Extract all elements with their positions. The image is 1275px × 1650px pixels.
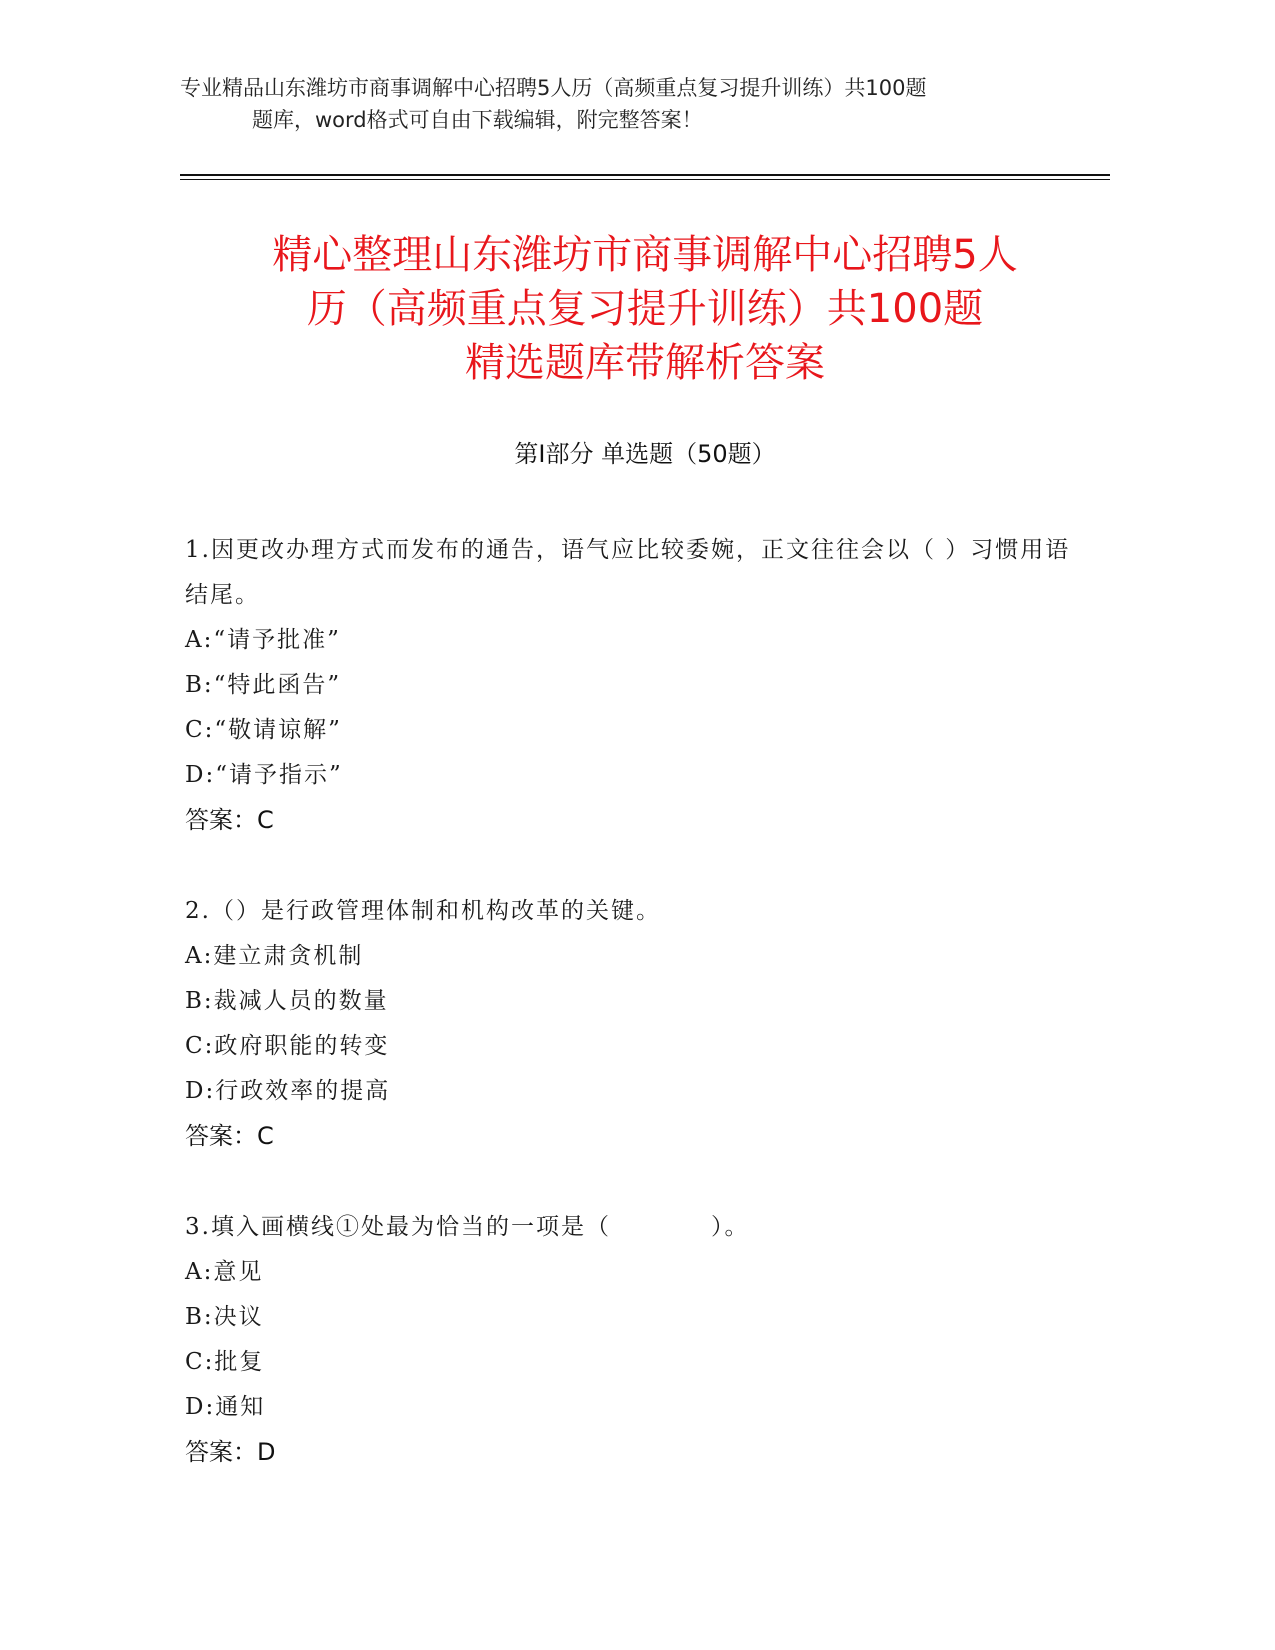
header-divider-thick — [180, 174, 1110, 176]
option-a: A:“请予批准” — [185, 627, 341, 653]
title-line-3: 精选题库带解析答案 — [465, 340, 825, 386]
option-a: A:建立肃贪机制 — [185, 943, 364, 969]
document-title — [180, 228, 1110, 390]
option-d: D:“请予指示” — [185, 762, 343, 788]
section-heading: 第I部分 单选题（50题） — [514, 440, 776, 468]
option-d: D:通知 — [185, 1394, 266, 1420]
option-a: A:意见 — [185, 1259, 264, 1285]
option-d: D:行政效率的提高 — [185, 1078, 391, 1104]
answer-line: 答案：C — [185, 806, 274, 834]
answer-line: 答案：D — [185, 1438, 276, 1466]
header-line-2: 题库，word格式可自由下载编辑，附完整答案！ — [252, 108, 703, 132]
option-c: C:“敬请谅解” — [185, 717, 342, 743]
option-b: B:决议 — [185, 1304, 264, 1330]
option-c: C:批复 — [185, 1349, 265, 1375]
question-item — [185, 889, 1085, 1159]
question-text: 2.（）是行政管理体制和机构改革的关键。 — [185, 898, 661, 924]
title-line-1: 精心整理山东潍坊市商事调解中心招聘5人 — [272, 232, 1018, 278]
question-item — [185, 528, 1085, 843]
title-line-2: 历（高频重点复习提升训练）共100题 — [306, 286, 984, 332]
question-text: 3.填入画横线①处最为恰当的一项是（ ）。 — [185, 1214, 750, 1240]
question-text: 1.因更改办理方式而发布的通告，语气应比较委婉，正文往往会以（ ）习惯用语结尾。 — [185, 537, 1071, 608]
document-header — [180, 72, 1110, 136]
answer-line: 答案：C — [185, 1122, 274, 1150]
option-b: B:“特此函告” — [185, 672, 342, 698]
header-line-1: 专业精品山东潍坊市商事调解中心招聘5人历（高频重点复习提升训练）共100题 — [180, 76, 927, 100]
question-list — [185, 528, 1085, 1521]
header-divider-thin — [180, 179, 1110, 180]
question-item — [185, 1205, 1085, 1475]
option-c: C:政府职能的转变 — [185, 1033, 390, 1059]
option-b: B:裁减人员的数量 — [185, 988, 389, 1014]
